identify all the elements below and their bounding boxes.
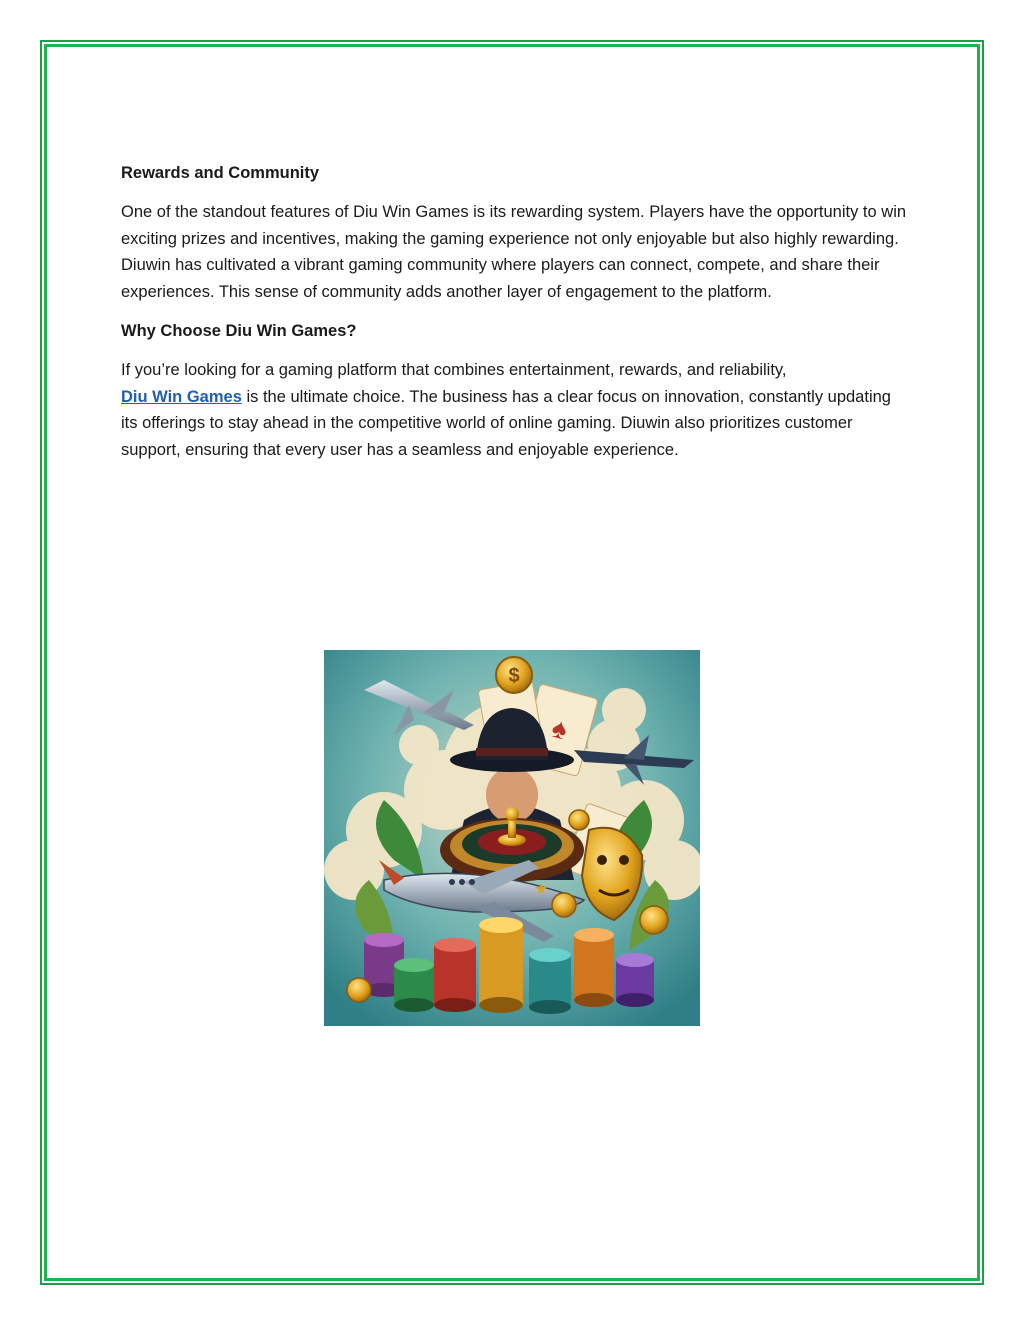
chip-stack-violet <box>616 953 654 1007</box>
chip-stack-gold-tall <box>479 917 523 1013</box>
chip-stack-green <box>394 958 434 1012</box>
section-heading-why-choose: Why Choose Diu Win Games? <box>121 322 357 340</box>
paragraph-text-before-link: If you’re looking for a gaming platform that combines entertainment, rewards, and reliability, <box>121 361 787 379</box>
chip-stack-teal <box>529 948 571 1014</box>
casino-gaming-illustration <box>324 650 700 1026</box>
section-heading-rewards: Rewards and Community <box>121 164 320 182</box>
document-content <box>121 160 911 476</box>
section-paragraph-rewards: One of the standout features of Diu Win Games is its rewarding system. Players have the opportunity to win exciting prizes and incentives, making the gaming experience not only enjoyable but also highly rewarding. Diuwin has cultivated a vibrant gaming community where players can connect, compete, and share their experiences. This sense of community adds another layer of engagement to the platform. <box>121 203 907 301</box>
dollar-coin-icon <box>496 657 532 693</box>
section-paragraph-why-choose <box>121 357 911 463</box>
svg-text:$: $ <box>508 665 520 687</box>
diu-win-games-link[interactable]: Diu Win Games <box>121 387 242 406</box>
chip-stack-red <box>434 938 476 1012</box>
paragraph-text-after-link: is the ultimate choice. The business has a clear focus on innovation, constantly updating its offerings to stay ahead in the competitive world of online gaming. Diuwin also prioritizes customer support, ensuring that every user has a seamless and enjoyable experience. <box>121 387 891 459</box>
casino-illustration-svg <box>324 650 700 1026</box>
svg-text:♠: ♠ <box>548 712 571 747</box>
chip-stack-orange <box>574 928 614 1007</box>
svg-text:★: ★ <box>534 881 549 898</box>
